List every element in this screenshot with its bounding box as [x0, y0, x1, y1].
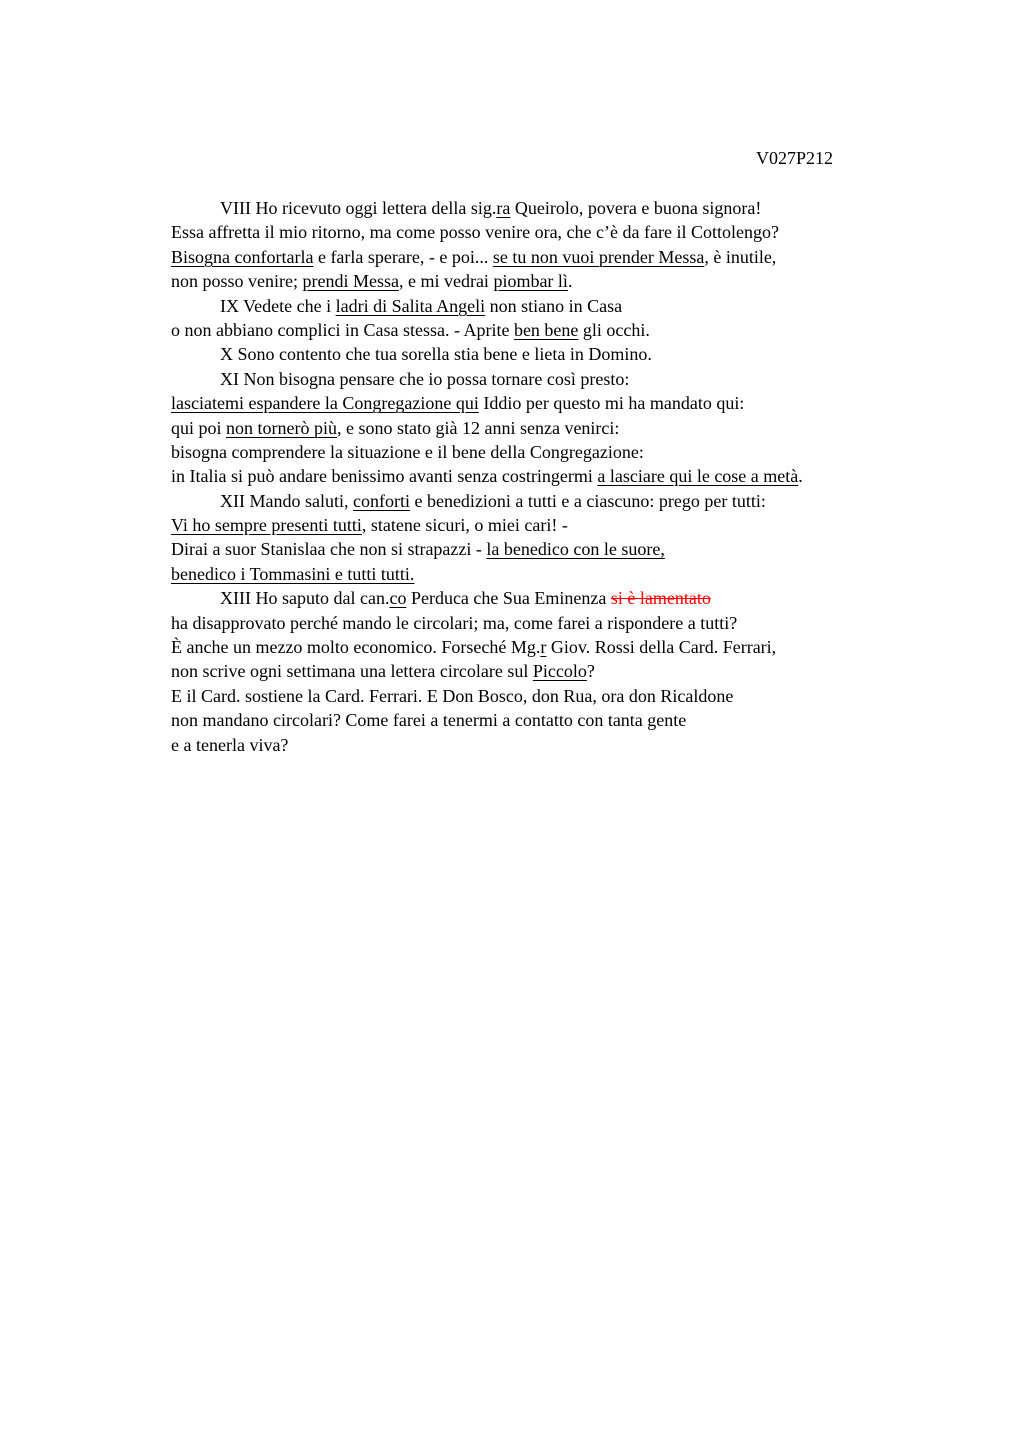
underlined-text: la benedico con le suore, [486, 539, 665, 560]
text-segment: Perduca che Sua Eminenza [406, 588, 611, 609]
text-line [171, 367, 971, 391]
text-segment: IX Vedete che i [220, 295, 336, 316]
text-line [171, 659, 971, 683]
text-line [171, 537, 971, 561]
text-segment: Dirai a suor Stanislaa che non si strapazzi - [171, 539, 487, 560]
underlined-text: conforti [352, 490, 410, 511]
text-segment: . [567, 271, 573, 292]
text-segment: ha disapprovato perché mando le circolari; ma, come farei a rispondere a tutti? [171, 612, 738, 633]
underlined-text: lasciatemi espandere la Congregazione qui [171, 393, 479, 414]
text-segment: E il Card. sostiene la Card. Ferrari. E Don Bosco, don Rua, ora don Ricaldone [171, 685, 734, 706]
text-line [171, 245, 971, 269]
text-segment: VIII Ho ricevuto oggi lettera della sig. [220, 198, 497, 218]
text-line [171, 391, 971, 415]
text-segment: gli occhi. [578, 319, 650, 340]
text-line [171, 294, 971, 318]
text-line [171, 416, 971, 440]
text-segment: XI Non bisogna pensare che io possa tornare così presto: [220, 368, 630, 389]
text-segment: È anche un mezzo molto economico. Forseché Mg. [171, 637, 541, 658]
letter-body [171, 196, 971, 757]
text-segment: . [798, 466, 803, 487]
text-line [171, 342, 971, 366]
text-line [171, 318, 971, 342]
underlined-text: a lasciare qui le cose a metà [597, 466, 799, 487]
text-line [171, 489, 971, 513]
text-segment: in Italia si può andare benissimo avanti senza costringermi [171, 466, 598, 487]
text-segment: e a tenerla viva? [171, 734, 289, 755]
text-line [171, 220, 971, 244]
text-line [171, 269, 971, 293]
text-line [171, 440, 971, 464]
text-segment: non posso venire; [171, 271, 303, 292]
text-segment: o non abbiano complici in Casa stessa. - Aprite [171, 319, 514, 340]
text-segment: e farla sperare, - e poi... [313, 246, 493, 267]
underlined-text: Vi ho sempre presenti tutti [171, 515, 362, 536]
page-identifier: V027P212 [756, 148, 834, 168]
underlined-text: prendi Messa [302, 271, 399, 292]
text-line [171, 611, 971, 635]
underlined-text: benedico i Tommasini e tutti tutti. [171, 563, 415, 584]
text-segment: Iddio per questo mi ha mandato qui: [478, 393, 745, 414]
text-segment: Queirolo, povera e buona signora! [510, 198, 762, 218]
underlined-text: ra [496, 198, 511, 218]
underlined-text: co [389, 588, 407, 609]
text-segment: qui poi [171, 417, 227, 438]
text-segment: bisogna comprendere la situazione e il bene della Congregazione: [171, 441, 644, 462]
text-segment: Giov. Rossi della Card. Ferrari, [546, 637, 777, 658]
text-segment: XII Mando saluti, [220, 490, 353, 511]
text-line [171, 733, 971, 757]
text-segment: , e sono stato già 12 anni senza venirci: [337, 417, 620, 438]
underlined-text: se tu non vuoi prender Messa [492, 246, 705, 267]
text-segment: , e mi vedrai [398, 271, 494, 292]
deleted-text: si è lamentato [610, 588, 711, 609]
text-segment: Essa affretta il mio ritorno, ma come posso venire ora, che c’è da fare il Cottolengo? [171, 222, 779, 243]
text-segment: non mandano circolari? Come farei a tenermi a contatto con tanta gente [171, 710, 687, 731]
text-line [171, 635, 971, 659]
text-segment: , è inutile, [704, 246, 777, 267]
text-line [171, 464, 971, 488]
text-segment: non stiano in Casa [485, 295, 623, 316]
text-segment: non scrive ogni settimana una lettera circolare sul [171, 661, 533, 682]
text-line [171, 196, 971, 220]
underlined-text: non tornerò più [226, 417, 337, 438]
text-segment: e benedizioni a tutti e a ciascuno: prego per tutti: [409, 490, 766, 511]
text-line [171, 562, 971, 586]
text-segment: , statene sicuri, o miei cari! - [361, 515, 568, 536]
underlined-text: r [540, 637, 547, 658]
text-segment: X Sono contento che tua sorella stia bene e lieta in Domino. [220, 344, 652, 365]
text-segment: XIII Ho saputo dal can. [220, 588, 390, 609]
underlined-text: ben bene [513, 319, 579, 340]
text-line [171, 586, 971, 610]
text-line [171, 513, 971, 537]
text-line [171, 708, 971, 732]
text-segment: ? [586, 661, 595, 682]
text-line [171, 684, 971, 708]
underlined-text: piombar lì [493, 271, 568, 292]
underlined-text: Piccolo [532, 661, 587, 682]
underlined-text: Bisogna confortarla [171, 246, 314, 267]
underlined-text: ladri di Salita Angeli [335, 295, 486, 316]
